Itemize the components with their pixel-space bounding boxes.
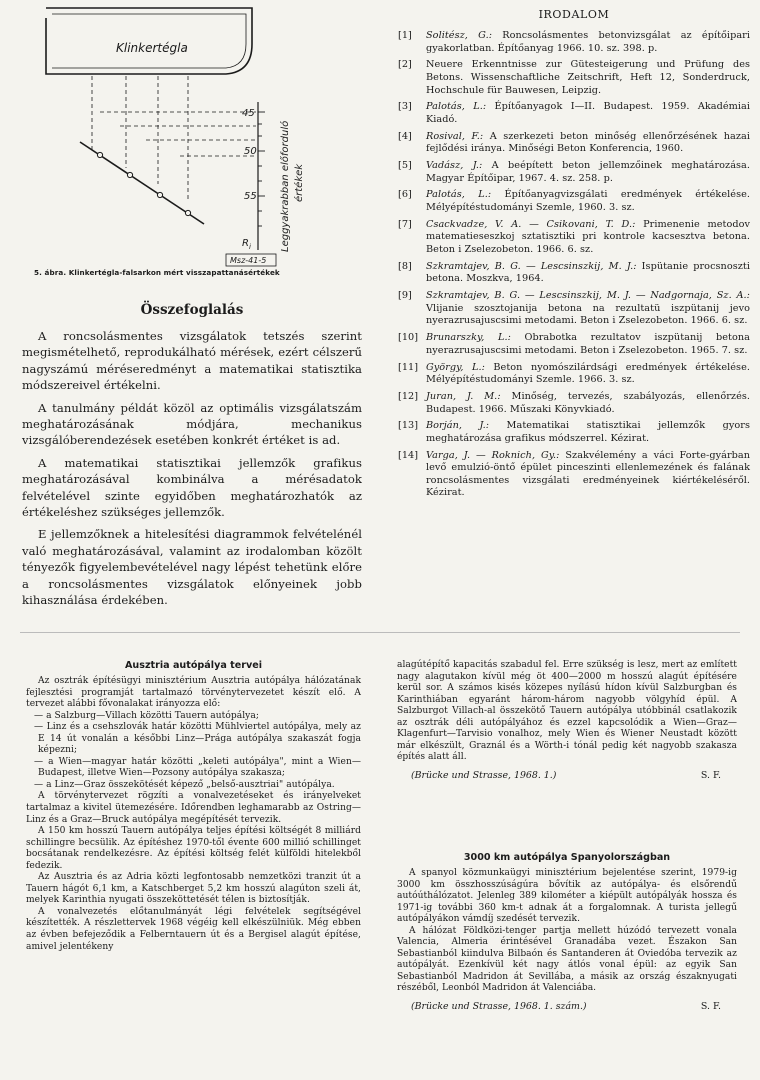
- reference-text: [426, 131, 750, 156]
- article-paragraph: — Linz és a csehszlovák határ közötti Mühlviertel autópálya, mely az E 14 út vonalán a későbbi Linz—Prága autópálya szakaszát fogja képezni;: [34, 722, 361, 756]
- reference-author: Juran, J. M.:: [426, 390, 501, 402]
- reference-author: Szkramtajev, B. G. — Lescsinszkij, M. J.:: [426, 260, 637, 272]
- reference-item: [398, 332, 750, 357]
- reference-number: [5]: [398, 160, 412, 172]
- reference-author: Szkramtajev, B. G. — Lescsinszkij, M. J. — Nadgornaja, Sz. A.:: [426, 290, 750, 302]
- article-austria: [26, 660, 361, 953]
- reference-author: Palotás, L.:: [426, 101, 487, 113]
- article-body: [26, 676, 361, 953]
- reference-text: [426, 332, 750, 357]
- reference-item: [398, 101, 750, 126]
- reference-number: [6]: [398, 189, 412, 201]
- reference-author: Vadász, J.:: [426, 160, 483, 172]
- reference-title: Építőanyagvizsgálati eredmények értékelése. Mélyépítéstudományi Szemle, 1960. 3. sz.: [426, 189, 750, 214]
- scale-value: 55: [244, 191, 257, 202]
- references-title: IRODALOM: [538, 8, 610, 21]
- reference-item: [398, 420, 750, 445]
- reference-text: [426, 219, 750, 257]
- reference-author: Varga, J. — Roknich, Gy.:: [426, 449, 560, 461]
- article-title: Ausztria autópálya tervei: [124, 660, 263, 671]
- article-title: 3000 km autópálya Spanyolországban: [463, 852, 671, 863]
- reference-title: Primenenie metodov matematieseszkoj sztatisztiki pri kontrole kacsesztva betona. Beton i Zselezobeton. 1966. 6. sz.: [426, 218, 750, 256]
- reference-author: Borján, J.:: [426, 420, 490, 432]
- reference-title: Vlijanie szosztojanija betona na rezultatü iszpütanij jevo nyerazrusajuscsimi metodami. Beton i Zselezobeton. 1966. 6. sz.: [426, 302, 750, 327]
- article-paragraph: — a Salzburg—Villach közötti Tauern autópálya;: [34, 710, 259, 721]
- reference-title: A szerkezeti beton minőség ellenőrzésének hazai fejlődési iránya. Minőségi Beton Konferencia, 1960.: [426, 130, 750, 155]
- reference-title: Építőanyagok I—II. Budapest. 1959. Akadémiai Kiadó.: [426, 101, 750, 125]
- reference-title: Roncsolásmentes betonvizsgálat az építőipari gyakorlatban. Építőanyag 1966. 10. sz. 398. p.: [426, 30, 750, 54]
- reference-number: [2]: [398, 59, 412, 71]
- article-paragraph: A törvénytervezet rögzíti a vonalvezetéseket és irányelveket tartalmaz a kivitel ütemezésére. Időrendben leghamarabb az Ostring—Linz és a Graz—Bruck autópálya megépítését tervezik.: [26, 791, 361, 825]
- article-signature: S. F.: [700, 1001, 721, 1013]
- reference-number: [13]: [398, 420, 419, 432]
- figure-klinker-rebound: [30, 6, 350, 282]
- reference-text: [426, 420, 750, 445]
- summary-paragraph: E jellemzőknek a hitelesítési diagrammok felvételénél való meghatározásával, valamint az irodalomban közölt tényezők figyelembevételével nagy lépést tehetünk előre a roncsolásmentes vizsgálatok előnyeinek jobb kihasználása érdekében.: [22, 527, 362, 608]
- figure-inner-label: Klinkertégla: [116, 41, 188, 55]
- reference-number: [4]: [398, 130, 412, 142]
- article-austria-continued: [397, 660, 737, 781]
- article-signature: S. F.: [700, 769, 721, 781]
- article-paragraph: alagútépítő kapacitás szabadul fel. Erre szükség is lesz, mert az említett nagy alagutakon kívül még öt 400—2000 m hosszú alagút építésére kerül sor. A számos kisés közepes nyílású hídon kívül Salzburgban és Karinthiában egyaránt három-három nagyobb völgyhíd épül. A Salzburgot Villach-al összekötő Tauern autópálya utóbbinál csatlakozik az osztrák déli autópályához és ezzel kapcsolódik a Wien—Graz—Klagenfurt—Tarvisio vonalhoz, mely Wien és Wiener Neustadt között már elkészült, Graznál és a Wörth-i tónál pedig két nagyobb szakasza építés alatt áll.: [397, 660, 737, 763]
- reference-number: [11]: [398, 361, 419, 373]
- axis-label-line2: értékek: [294, 163, 305, 202]
- reference-title: Minőség, tervezés, szabályozás, ellenőrzés. Budapest. 1966. Műszaki Könyvkiadó.: [426, 390, 750, 415]
- reference-number: [9]: [398, 290, 412, 302]
- reference-text: [426, 450, 750, 500]
- scale-value: 45: [242, 108, 255, 119]
- section-divider: [20, 632, 740, 633]
- article-source: (Brücke und Strasse, 1968. 1. szám.): [411, 1001, 587, 1013]
- reference-title: Obrabotka rezultatov iszpütanij betona nyerazrusajuscsimi metodami. Beton i Zselezobeton. 1965. 7. sz.: [426, 332, 750, 356]
- reference-item: [398, 30, 750, 55]
- article-spain: [397, 852, 737, 1012]
- article-body: [397, 660, 737, 764]
- reference-title: Beton nyomószilárdsági eredmények értékelése. Mélyépítéstudományi Szemle. 1966. 3. sz.: [426, 361, 750, 386]
- reference-title: Ispütanie procsnoszti betona. Moszkva, 1964.: [426, 260, 750, 285]
- reference-text: [426, 261, 750, 286]
- reference-item: [398, 450, 750, 500]
- article-paragraph: A 150 km hosszú Tauern autópálya teljes építési költségét 8 milliárd schillingre becsülik. Az építéshez 1970-től évente 600 millió schillinget bocsátanak rendelkezésre. Az építési költség felét külföldi hitelekből fedezik.: [26, 826, 361, 871]
- summary-paragraph: A matematikai statisztikai jellemzők grafikus meghatározásával kombinálva a mérésadatok felvételével szinte egyidőben meghatározhatók az értékeléshez szükséges jellemzők.: [22, 455, 362, 520]
- reference-item: [398, 290, 750, 328]
- article-paragraph: — a Linz—Graz összekötését képező „belső-ausztriai" autópálya.: [34, 779, 335, 790]
- reference-item: [398, 160, 750, 185]
- axis-label-line1: Leggyakrabban előforduló: [280, 120, 291, 252]
- reference-title: Neuere Erkenntnisse zur Gütesteigerung und Prüfung des Betons. Wissenschaftliche Zeitschrift, Heft 12, Sonderdruck, Hochschule für Bauwesen, Leipzig.: [426, 59, 750, 96]
- article-paragraph: A vonalvezetés előtanulmányát légi felvételek segítségével készítették. A részlettervek 1968 végéig kell elkészülniük. Még ebben az évben befejeződik a Felberntauern út és a Bergisel alagút építése, amivel jelentékeny: [26, 906, 361, 952]
- data-point: [127, 172, 132, 177]
- reference-author: Solitész, G.:: [426, 30, 493, 41]
- reference-item: [398, 59, 750, 97]
- references-list: [398, 30, 750, 504]
- reference-title: Matematikai statisztikai jellemzők gyors meghatározása grafikus módszerrel. Kézirat.: [426, 420, 750, 444]
- scale-value: 50: [244, 146, 257, 157]
- reference-item: [398, 261, 750, 286]
- article-paragraph: Az osztrák építésügyi minisztérium Ausztria autópálya hálózatának fejlesztési programját tartalmazó törvénytervezetet készít elő. A tervezet alábbi fővonalakat irányozza elő:: [26, 676, 361, 710]
- article-source: (Brücke und Strasse, 1968. 1.): [411, 769, 557, 781]
- reference-item: [398, 131, 750, 156]
- article-source-line: [397, 1001, 737, 1012]
- stamp-text: Msz-41-5: [230, 256, 267, 265]
- reference-number: [12]: [398, 390, 419, 402]
- reference-author: Csackvadze, V. A. — Csikovani, T. D.:: [426, 218, 636, 230]
- article-paragraph: A hálózat Földközi-tenger partja mellett húzódó tervezett vonala Valencia, Almeria érintésével Granadába vezet. Északon San Sebastianból kiindulva Bilbaón és Santanderen át Oviedóba tervezik az autópályát. Ezenkívül két nagy átlós vonal épül: az egyik San Sebastianból Madridon át Sevillába, a másik az ország északnyugati részéből, Leonból Madridon át Valenciába.: [397, 925, 737, 994]
- reference-text: [426, 290, 750, 328]
- reference-author: Rosival, F.:: [426, 130, 484, 142]
- reference-text: [426, 391, 750, 416]
- data-point: [97, 152, 102, 157]
- summary-title: Összefoglalás: [140, 302, 244, 318]
- article-paragraph: A spanyol közmunkaügyi minisztérium bejelentése szerint, 1979-ig 3000 km összhosszúságúra bővítik az autópálya- és elsőrendű autóúthálózatot. Jelenleg 389 kilométer a kiépült autópályák hossza és 1971-ig további 360 km-t adnak át a forgalomnak. A turista jellegű autópályákon vámdíj szedését tervezik.: [397, 868, 737, 925]
- reference-author: Brunarszky, L.:: [426, 332, 511, 344]
- reference-title: Szakvélemény a váci Forte-gyárban levő emulzió-öntő épület pinceszinti ellenlemezének és falának roncsolásmentes vizsgálati eredményeinek kiértékeléséről. Kézirat.: [426, 449, 750, 499]
- reference-number: [10]: [398, 332, 419, 344]
- article-source-line: [397, 770, 737, 781]
- reference-item: [398, 219, 750, 257]
- reference-number: [3]: [398, 101, 412, 113]
- reference-number: [8]: [398, 260, 412, 272]
- reference-text: [426, 30, 750, 55]
- reference-number: [14]: [398, 449, 419, 461]
- article-paragraph: Az Ausztria és az Adria közti legfontosabb nemzetközi tranzit út a Tauern hágót 6,1 km, a Katschberget 5,2 km hosszú alagúton szeli át, melyek Karinthia nyugati összeköttetését télen is biztosítják.: [26, 872, 361, 906]
- reference-title: A beépített beton jellemzőinek meghatározása. Magyar Építőipar, 1967. 4. sz. 258. p.: [426, 160, 750, 184]
- reference-text: [426, 189, 750, 214]
- reference-number: [7]: [398, 218, 412, 230]
- reference-item: [398, 391, 750, 416]
- summary-body: [22, 328, 362, 615]
- summary-paragraph: A tanulmány példát közöl az optimális vizsgálatszám meghatározásának módjára, mechanikus vizsgálóberendezések esetében konkrét értéket is ad.: [22, 400, 362, 448]
- reference-author: György, L.:: [426, 361, 485, 373]
- data-point: [185, 210, 190, 215]
- reference-text: [426, 101, 750, 126]
- reference-text: [426, 362, 750, 387]
- article-paragraph: — a Wien—magyar határ közötti „keleti autópálya", mint a Wien—Budapest, illetve Wien—Pozsony autópálya szakasza;: [34, 756, 361, 779]
- reference-number: [1]: [398, 30, 412, 41]
- summary-paragraph: A roncsolásmentes vizsgálatok tetszés szerint megismételhető, reprodukálható mérések, ezért célszerű nagyszámú méréseredményt a matematikai statisztika módszereivel értékelni.: [22, 329, 362, 393]
- reference-item: [398, 189, 750, 214]
- reference-text: [426, 59, 750, 97]
- figure-caption: 5. ábra. Klinkertégla-falsarkon mért visszapattanásértékek: [34, 268, 280, 277]
- data-point: [157, 192, 162, 197]
- reference-item: [398, 362, 750, 387]
- reference-text: [426, 160, 750, 185]
- reference-author: Palotás, L.:: [426, 189, 492, 201]
- article-body: [397, 868, 737, 995]
- r-label: $R_i$: [242, 238, 251, 251]
